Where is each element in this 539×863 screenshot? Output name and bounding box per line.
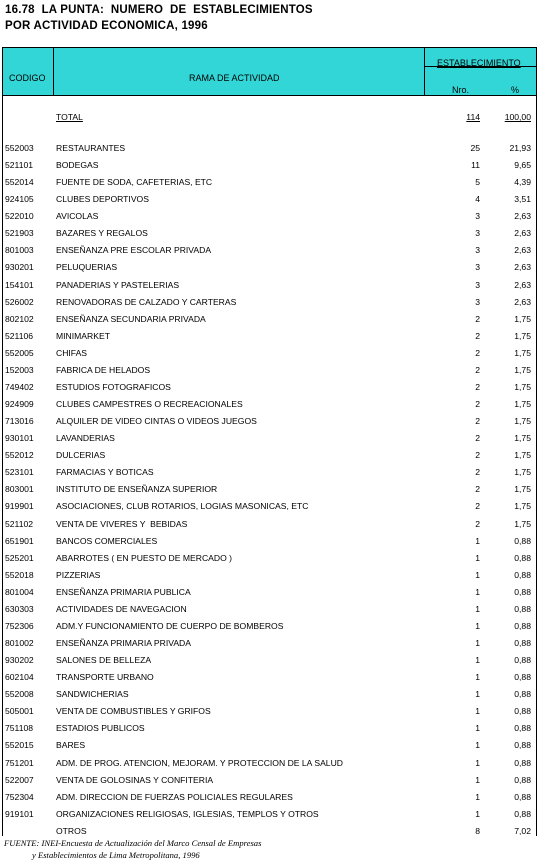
percent-cell: 0,88: [514, 808, 531, 819]
table-row: [3, 652, 536, 669]
count-cell: 2: [475, 330, 480, 341]
percent-cell: 2,63: [514, 228, 531, 239]
table-row: [3, 618, 536, 635]
table-row: [3, 191, 536, 208]
count-cell: 11: [471, 160, 480, 171]
percent-cell: 2,63: [514, 296, 531, 307]
table-row: [3, 208, 536, 225]
table-row: [3, 447, 536, 464]
header-rama-de-actividad: RAMA DE ACTIVIDAD: [189, 73, 280, 83]
activity-code: 602104: [5, 672, 34, 683]
activity-code: 152003: [5, 364, 34, 375]
table-row: [3, 686, 536, 703]
table-row: [3, 294, 536, 311]
activity-name: ENSEÑANZA PRIMARIA PUBLICA: [56, 586, 191, 597]
count-cell: 4: [475, 194, 480, 205]
count-cell: 1: [475, 535, 480, 546]
table-row: [3, 362, 536, 379]
count-cell: 1: [475, 586, 480, 597]
count-cell: 3: [475, 279, 480, 290]
activity-name: PELUQUERIAS: [56, 262, 118, 273]
count-cell: 1: [475, 655, 480, 666]
activity-name: CHIFAS: [56, 347, 88, 358]
count-cell: 3: [475, 245, 480, 256]
activity-name: SANDWICHERIAS: [56, 689, 129, 700]
total-percent: 100,00: [504, 112, 531, 122]
count-cell: 1: [475, 706, 480, 717]
total-row: [3, 109, 536, 126]
activity-code: 803001: [5, 484, 34, 495]
activity-name: BARES: [56, 740, 86, 751]
activity-code: 930201: [5, 262, 34, 273]
table-row: [3, 601, 536, 618]
activity-name: ENSEÑANZA PRIMARIA PRIVADA: [56, 638, 191, 649]
percent-cell: 1,75: [514, 416, 531, 427]
percent-cell: 1,75: [514, 313, 531, 324]
activity-code: 651901: [5, 535, 34, 546]
activity-code: 521101: [5, 160, 34, 171]
count-cell: 3: [475, 211, 480, 222]
table-row: [3, 498, 536, 515]
activity-name: BODEGAS: [56, 160, 99, 171]
percent-cell: 1,75: [514, 467, 531, 478]
count-cell: 2: [475, 484, 480, 495]
count-cell: 1: [475, 791, 480, 802]
activity-code: 526002: [5, 296, 34, 307]
count-cell: 1: [475, 689, 480, 700]
activity-code: 552015: [5, 740, 34, 751]
table-row: [3, 533, 536, 550]
activity-code: 801003: [5, 245, 34, 256]
table-row: [3, 772, 536, 789]
table-row: [3, 567, 536, 584]
activity-code: 924105: [5, 194, 34, 205]
count-cell: 1: [475, 808, 480, 819]
percent-cell: 0,88: [514, 740, 531, 751]
source-note-line-1: FUENTE: INEI-Encuesta de Actualización del Marco Censal de Empresas: [4, 838, 262, 848]
activity-name: FARMACIAS Y BOTICAS: [56, 467, 154, 478]
header-nro: Nro.: [452, 85, 470, 95]
table-row: [3, 550, 536, 567]
table-row: [3, 430, 536, 447]
count-cell: 3: [475, 296, 480, 307]
header-codigo: CODIGO: [9, 73, 46, 83]
table-row: [3, 737, 536, 754]
activity-name: ADM. DIRECCION DE FUERZAS POLICIALES REGULARES: [56, 791, 293, 802]
percent-cell: 0,88: [514, 791, 531, 802]
activity-name: AVICOLAS: [56, 211, 99, 222]
activity-code: 930202: [5, 655, 34, 666]
activity-code: 713016: [5, 416, 34, 427]
percent-cell: 1,75: [514, 364, 531, 375]
activity-code: 801002: [5, 638, 34, 649]
count-cell: 1: [475, 569, 480, 580]
activity-name: VENTA DE COMBUSTIBLES Y GRIFOS: [56, 706, 211, 717]
table-row: [3, 259, 536, 276]
percent-cell: 2,63: [514, 279, 531, 290]
activity-name: ALQUILER DE VIDEO CINTAS O VIDEOS JUEGOS: [56, 416, 257, 427]
activity-code: 525201: [5, 552, 34, 563]
total-nro: 114: [466, 112, 480, 122]
activity-code: 751108: [5, 723, 34, 734]
count-cell: 1: [475, 672, 480, 683]
count-cell: 2: [475, 518, 480, 529]
percent-cell: 1,75: [514, 399, 531, 410]
activity-code: 751201: [5, 757, 34, 768]
table-row: [3, 140, 536, 157]
activity-code: 801004: [5, 586, 34, 597]
table-row: [3, 225, 536, 242]
source-note-line-2: y Establecimientos de Lima Metropolitana, 1996: [32, 850, 200, 860]
table-row: [3, 464, 536, 481]
activity-name: ASOCIACIONES, CLUB ROTARIOS, LOGIAS MASONICAS, ETC: [56, 501, 309, 512]
table-title-line-2: POR ACTIVIDAD ECONOMICA, 1996: [5, 20, 208, 32]
count-cell: 5: [475, 177, 480, 188]
percent-cell: 0,88: [514, 757, 531, 768]
activity-code: 552014: [5, 177, 34, 188]
activity-name: FABRICA DE HELADOS: [56, 364, 151, 375]
percent-cell: 0,88: [514, 723, 531, 734]
percent-cell: 0,88: [514, 689, 531, 700]
activity-code: 521106: [5, 330, 34, 341]
count-cell: 2: [475, 467, 480, 478]
table-row: [3, 157, 536, 174]
percent-cell: 0,88: [514, 774, 531, 785]
activity-name: MINIMARKET: [56, 330, 110, 341]
table-row: [3, 277, 536, 294]
activity-name: PIZZERIAS: [56, 569, 101, 580]
table-title-line-1: 16.78 LA PUNTA: NUMERO DE ESTABLECIMIENTOS: [5, 4, 313, 16]
percent-cell: 0,88: [514, 586, 531, 597]
table-row: [3, 789, 536, 806]
percent-cell: 21,93: [509, 143, 531, 153]
percent-cell: 1,75: [514, 450, 531, 461]
count-cell: 1: [475, 740, 480, 751]
count-cell: 3: [475, 262, 480, 273]
percent-cell: 1,75: [514, 381, 531, 392]
activity-name: CLUBES CAMPESTRES O RECREACIONALES: [56, 399, 243, 410]
table-row: [3, 311, 536, 328]
activity-code: 505001: [5, 706, 34, 717]
activity-code: 552012: [5, 450, 34, 461]
activity-code: 521102: [5, 518, 34, 529]
count-cell: 2: [475, 450, 480, 461]
activity-name: TRANSPORTE URBANO: [56, 672, 154, 683]
activity-name: ESTUDIOS FOTOGRAFICOS: [56, 381, 171, 392]
activity-code: 552003: [5, 143, 34, 153]
count-cell: 2: [475, 433, 480, 444]
count-cell: 2: [475, 399, 480, 410]
count-cell: 1: [475, 774, 480, 785]
table-row: [3, 755, 536, 772]
percent-cell: 0,88: [514, 706, 531, 717]
activity-code: 552008: [5, 689, 34, 700]
activity-code: 924909: [5, 399, 34, 410]
table-row: [3, 703, 536, 720]
activity-code: 552018: [5, 569, 34, 580]
activity-code: 919101: [5, 808, 34, 819]
activity-code: 930101: [5, 433, 34, 444]
percent-cell: 3,51: [514, 194, 531, 205]
percent-cell: 2,63: [514, 211, 531, 222]
percent-cell: 4,39: [514, 177, 531, 188]
percent-cell: 1,75: [514, 484, 531, 495]
activity-name: PANADERIAS Y PASTELERIAS: [56, 279, 180, 290]
table-row: [3, 328, 536, 345]
activity-code: 522007: [5, 774, 34, 785]
activity-code: 802102: [5, 313, 34, 324]
header-divider: [53, 48, 54, 96]
activity-name: OTROS: [56, 825, 87, 836]
table-row: [3, 669, 536, 686]
percent-cell: 1,75: [514, 501, 531, 512]
header-divider: [424, 48, 425, 96]
table-row: [3, 516, 536, 533]
activity-code: 630303: [5, 603, 34, 614]
percent-cell: 0,88: [514, 638, 531, 649]
activity-name: FUENTE DE SODA, CAFETERIAS, ETC: [56, 177, 213, 188]
header-establecimiento: ESTABLECIMIENTO: [437, 58, 521, 68]
activity-name: ADM.Y FUNCIONAMIENTO DE CUERPO DE BOMBEROS: [56, 620, 284, 631]
activity-name: VENTA DE GOLOSINAS Y CONFITERIA: [56, 774, 214, 785]
activity-name: ORGANIZACIONES RELIGIOSAS, IGLESIAS, TEMPLOS Y OTROS: [56, 808, 319, 819]
table-row: [3, 584, 536, 601]
activity-name: VENTA DE VIVERES Y BEBIDAS: [56, 518, 188, 529]
percent-cell: 1,75: [514, 347, 531, 358]
activity-code: 919901: [5, 501, 34, 512]
activity-name: DULCERIAS: [56, 450, 106, 461]
table-row: [3, 413, 536, 430]
count-cell: 2: [475, 381, 480, 392]
percent-cell: 0,88: [514, 620, 531, 631]
activity-name: ENSEÑANZA SECUNDARIA PRIVADA: [56, 313, 206, 324]
activity-name: ADM. DE PROG. ATENCION, MEJORAM. Y PROTECCION DE LA SALUD: [56, 757, 343, 768]
count-cell: 2: [475, 501, 480, 512]
percent-cell: 0,88: [514, 672, 531, 683]
total-label: TOTAL: [56, 112, 83, 122]
percent-cell: 0,88: [514, 552, 531, 563]
activity-name: RESTAURANTES: [56, 143, 126, 153]
count-cell: 1: [475, 757, 480, 768]
activity-name: INSTITUTO DE ENSEÑANZA SUPERIOR: [56, 484, 218, 495]
activity-code: 522010: [5, 211, 34, 222]
table-row: [3, 396, 536, 413]
count-cell: 1: [475, 603, 480, 614]
percent-cell: 0,88: [514, 655, 531, 666]
percent-cell: 1,75: [514, 433, 531, 444]
count-cell: 1: [475, 638, 480, 649]
count-cell: 3: [475, 228, 480, 239]
table-row: [3, 635, 536, 652]
table-row: [3, 345, 536, 362]
table-row: [3, 481, 536, 498]
table-row: [3, 242, 536, 259]
activity-code: 521903: [5, 228, 34, 239]
percent-cell: 7,02: [514, 825, 531, 836]
count-cell: 2: [475, 364, 480, 375]
activity-code: 749402: [5, 381, 34, 392]
activity-name: RENOVADORAS DE CALZADO Y CARTERAS: [56, 296, 237, 307]
activity-code: 552005: [5, 347, 34, 358]
activity-name: BANCOS COMERCIALES: [56, 535, 158, 546]
activity-code: 752306: [5, 620, 34, 631]
count-cell: 1: [475, 620, 480, 631]
activity-name: ACTIVIDADES DE NAVEGACION: [56, 603, 187, 614]
activity-name: CLUBES DEPORTIVOS: [56, 194, 149, 205]
count-cell: 25: [470, 143, 480, 153]
activity-name: ABARROTES ( EN PUESTO DE MERCADO ): [56, 552, 233, 563]
percent-cell: 1,75: [514, 518, 531, 529]
count-cell: 1: [475, 552, 480, 563]
count-cell: 2: [475, 416, 480, 427]
count-cell: 8: [475, 825, 480, 836]
percent-cell: 0,88: [514, 569, 531, 580]
activity-code: 523101: [5, 467, 34, 478]
count-cell: 2: [475, 313, 480, 324]
percent-cell: 1,75: [514, 330, 531, 341]
percent-cell: 0,88: [514, 603, 531, 614]
activity-code: 154101: [5, 279, 34, 290]
percent-cell: 2,63: [514, 245, 531, 256]
percent-cell: 2,63: [514, 262, 531, 273]
percent-cell: 9,65: [514, 160, 531, 171]
activity-name: BAZARES Y REGALOS: [56, 228, 148, 239]
count-cell: 2: [475, 347, 480, 358]
activity-name: ENSEÑANZA PRE ESCOLAR PRIVADA: [56, 245, 212, 256]
activity-name: SALONES DE BELLEZA: [56, 655, 152, 666]
activity-name: LAVANDERIAS: [56, 433, 115, 444]
header-percent: %: [511, 85, 520, 95]
count-cell: 1: [475, 723, 480, 734]
data-table: [2, 47, 537, 836]
activity-code: 752304: [5, 791, 34, 802]
table-row: [3, 379, 536, 396]
table-row: [3, 174, 536, 191]
activity-name: ESTADIOS PUBLICOS: [56, 723, 145, 734]
table-row: [3, 720, 536, 737]
percent-cell: 0,88: [514, 535, 531, 546]
table-header: [3, 48, 536, 96]
table-row: [3, 806, 536, 823]
